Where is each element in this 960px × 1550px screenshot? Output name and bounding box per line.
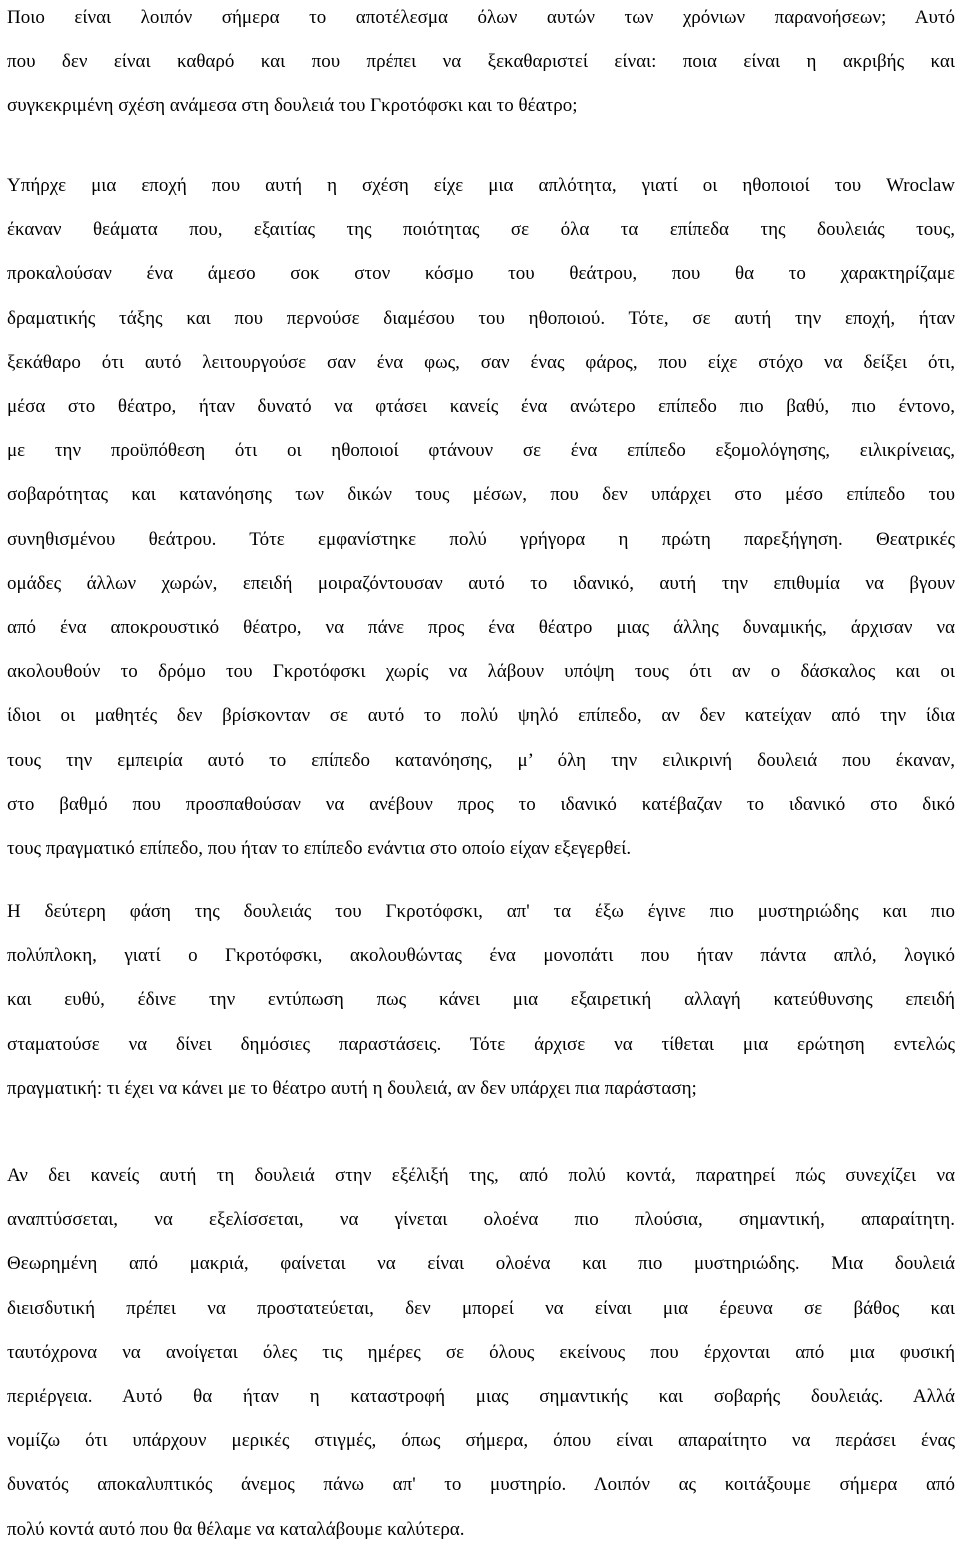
text-line: στο βαθμό που προσπαθούσαν να ανέβουν προς το ιδανικό κατέβαζαν το ιδανικό στο δικό — [7, 793, 955, 815]
text-line: ξεκάθαρο ότι αυτό λειτουργούσε σαν ένα φως, σαν ένας φάρος, που είχε στόχο να δείξει ότι, — [7, 351, 955, 373]
text-line: αναπτύσσεται, να εξελίσσεται, να γίνεται ολοένα πιο πλούσια, σημαντική, απαραίτητη. — [7, 1209, 955, 1231]
text-line: Αν δει κανείς αυτή τη δουλειά στην εξέλιξή της, από πολύ κοντά, παρατηρεί πώς συνεχίζει να — [7, 1165, 955, 1186]
text-line: από ένα αποκρουστικό θέατρο, να πάνε προς ένα θέατρο μιας άλλης δυναμικής, άρχισαν να — [7, 617, 955, 638]
text-line: περιέργεια. Αυτό θα ήταν η καταστροφή μιας σημαντικής και σοβαρής δουλειάς. Αλλά — [7, 1386, 955, 1407]
text-line: Θεωρημένη από μακριά, φαίνεται να είναι ολοένα και πιο μυστηριώδης. Μια δουλειά — [7, 1253, 955, 1275]
text-line: σταματούσε να δίνει δημόσιες παραστάσεις. Τότε άρχισε να τίθεται μια ερώτηση εντελώς — [7, 1033, 955, 1055]
text-line: δραματικής τάξης και που περνούσε διαμέσου του ηθοποιού. Τότε, σε αυτή την εποχή, ήταν — [7, 307, 955, 329]
text-line: ταυτόχρονα να ανοίγεται όλες τις ημέρες σε όλους εκείνους που έρχονται από μια φυσική — [7, 1341, 955, 1363]
text-line: έκαναν θεάματα που, εξαιτίας της ποιότητας σε όλα τα επίπεδα της δουλειάς τους, — [7, 219, 955, 241]
text-line: προκαλούσαν ένα άμεσο σοκ στον κόσμο του θεάτρου, που θα το χαρακτηρίζαμε — [7, 263, 955, 285]
text-line: διεισδυτική πρέπει να προστατεύεται, δεν μπορεί να είναι μια έρευνα σε βάθος και — [7, 1297, 955, 1319]
text-line: ομάδες άλλων χωρών, επειδή μοιραζόντουσαν αυτό το ιδανικό, αυτή την επιθυμία να βγουν — [7, 572, 955, 594]
text-line: πραγματική: τι έχει να κάνει με το θέατρο αυτή η δουλειά, αν δεν υπάρχει πια παράσταση; — [7, 1077, 697, 1099]
text-line: Υπήρχε μια εποχή που αυτή η σχέση είχε μια απλότητα, γιατί οι ηθοποιοί του Wroclaw — [7, 175, 955, 196]
text-line: και ευθύ, έδινε την εντύπωση πως κάνει μια εξαιρετική αλλαγή κατεύθυνσης επειδή — [7, 989, 955, 1011]
text-line: συγκεκριμένη σχέση ανάμεσα στη δουλειά του Γκροτόφσκι και το θέατρο; — [7, 95, 578, 117]
text-line: νομίζω ότι υπάρχουν μερικές στιγμές, όπως σήμερα, όπου είναι απαραίτητο να περάσει ένας — [7, 1430, 955, 1452]
text-line: συνηθισμένου θεάτρου. Τότε εμφανίστηκε πολύ γρήγορα η πρώτη παρεξήγηση. Θεατρικές — [7, 528, 955, 550]
text-line: τους πραγματικό επίπεδο, που ήταν το επίπεδο ενάντια στο οποίο είχαν εξεγερθεί. — [7, 838, 632, 859]
text-line: ακολουθούν το δρόμο του Γκροτόφσκι χωρίς να λάβουν υπόψη τους ότι αν ο δάσκαλος και οι — [7, 661, 955, 683]
text-line: Ποιο είναι λοιπόν σήμερα το αποτέλεσμα όλων αυτών των χρόνιων παρανοήσεων; Αυτό — [7, 7, 955, 28]
text-line: πολύπλοκη, γιατί ο Γκροτόφσκι, ακολουθώντας ένα μονοπάτι που ήταν πάντα απλό, λογικό — [7, 945, 955, 967]
text-line: τους την εμπειρία αυτό το επίπεδο κατανόησης, μ’ όλη την ειλικρινή δουλειά που έκαναν, — [7, 749, 955, 771]
text-line: σοβαρότητας και κατανόησης των δικών τους μέσων, που δεν υπάρχει στο μέσο επίπεδο του — [7, 484, 955, 506]
text-line: ίδιοι οι μαθητές δεν βρίσκονταν σε αυτό το πολύ ψηλό επίπεδο, αν δεν κατείχαν από την ίδια — [7, 705, 955, 727]
text-line: που δεν είναι καθαρό και που πρέπει να ξεκαθαριστεί είναι: ποια είναι η ακριβής και — [7, 51, 955, 73]
text-line: μέσα στο θέατρο, ήταν δυνατό να φτάσει κανείς ένα ανώτερο επίπεδο πιο βαθύ, πιο έντονο, — [7, 396, 955, 417]
text-line: με την προϋπόθεση ότι οι ηθοποιοί φτάνουν σε ένα επίπεδο εξομολόγησης, ειλικρίνειας, — [7, 440, 955, 462]
text-line: πολύ κοντά αυτό που θα θέλαμε να καταλάβουμε καλύτερα. — [7, 1518, 465, 1540]
text-line: Η δεύτερη φάση της δουλειάς του Γκροτόφσκι, απ' τα έξω έγινε πιο μυστηριώδης και πιο — [7, 901, 955, 922]
text-line: δυνατός αποκαλυπτικός άνεμος πάνω απ' το μυστηρίο. Λοιπόν ας κοιτάξουμε σήμερα από — [7, 1474, 955, 1496]
